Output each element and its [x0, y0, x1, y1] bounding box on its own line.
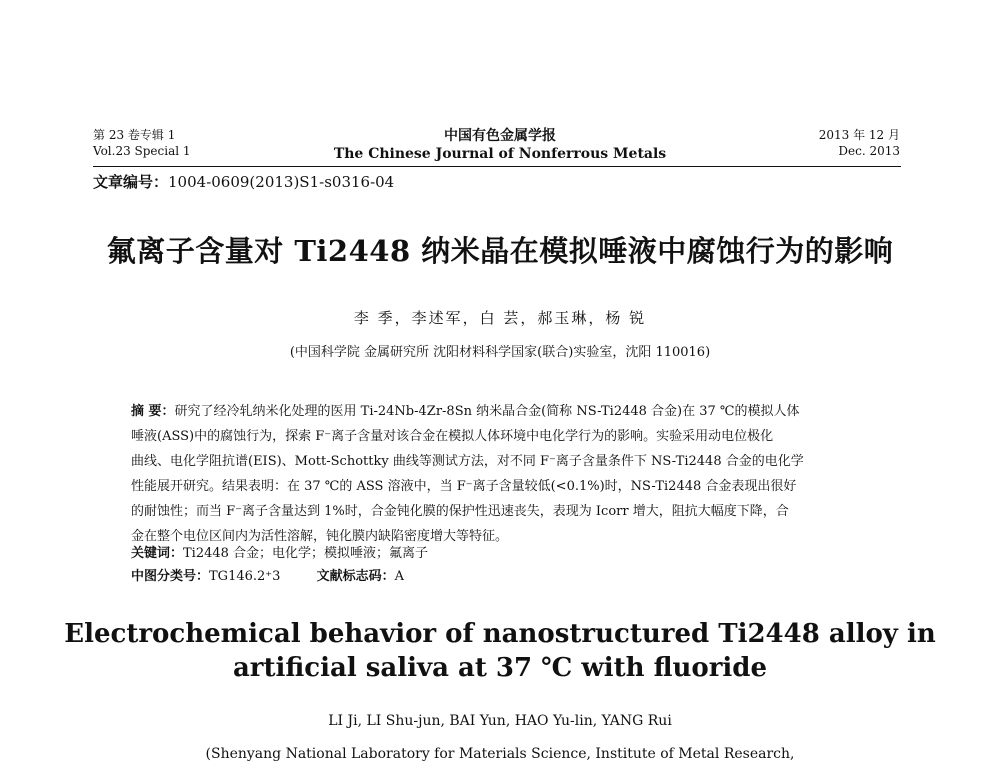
header-date-en: Dec. 2013: [838, 144, 900, 158]
abstract-zh: [131, 399, 865, 549]
header-date-zh: 2013 年 12 月: [818, 128, 900, 142]
article-id: [93, 172, 394, 192]
abstract-line: 金在整个电位区间内为活性溶解，钝化膜内缺陷密度增大等特征。: [131, 529, 509, 544]
clc-label: 中图分类号：: [131, 569, 210, 584]
doc-code-value: A: [394, 569, 404, 584]
header-journal-zh: 中国有色金属学报: [444, 128, 556, 144]
article-id-value: 1004-0609(2013)S1-s0316-04: [168, 173, 395, 191]
keywords: [131, 543, 428, 565]
classification: [131, 566, 404, 588]
affiliation-zh: (中国科学院 金属研究所 沈阳材料科学国家(联合)实验室，沈阳 110016): [289, 345, 711, 360]
title-en-line2: artificial saliva at 37 ℃ with fluoride: [232, 653, 768, 683]
authors-zh: 李 季，李述军，白 芸，郝玉琳，杨 锐: [353, 309, 647, 327]
title-en: [0, 617, 1000, 685]
article-id-label: 文章编号：: [93, 173, 169, 191]
abstract-label: 摘 要：: [131, 404, 175, 419]
keywords-value: Ti2448 合金；电化学；模拟唾液；氟离子: [183, 546, 429, 561]
abstract-line: 摘 要：研究了经冷轧纳米化处理的医用 Ti-24Nb-4Zr-8Sn 纳米晶合金(简称 NS-Ti2448 合金)在 37 ℃的模拟人体: [131, 404, 800, 419]
authors-en: LI Ji, LI Shu-jun, BAI Yun, HAO Yu-lin, YANG Rui: [328, 713, 672, 729]
header-journal-en: The Chinese Journal of Nonferrous Metals: [333, 146, 667, 162]
abstract-line: 的耐蚀性；而当 F⁻离子含量达到 1%时，合金钝化膜的保护性迅速丧失，表现为 Icorr 增大，阻抗大幅度下降，合: [131, 504, 789, 519]
keywords-label: 关键词：: [131, 546, 184, 561]
doc-code-label: 文献标志码：: [316, 569, 395, 584]
header-date: [819, 127, 900, 159]
doc-code: [317, 566, 404, 588]
header-volume-zh: 第 23 卷专辑 1: [93, 128, 176, 142]
affiliation-en: (Shenyang National Laboratory for Materials Science, Institute of Metal Research,: [205, 746, 795, 762]
title-en-line1: Electrochemical behavior of nanostructured Ti2448 alloy in: [64, 619, 936, 649]
abstract-line: 曲线、电化学阻抗谱(EIS)、Mott-Schottky 曲线等测试方法，对不同 F⁻离子含量条件下 NS-Ti2448 合金的电化学: [131, 454, 804, 469]
abstract-line: 性能展开研究。结果表明：在 37 ℃的 ASS 溶液中，当 F⁻离子含量较低(<0.1%)时，NS-Ti2448 合金表现出很好: [131, 479, 797, 494]
clc-value: TG146.2⁺3: [209, 569, 281, 584]
title-zh: 氟离子含量对 Ti2448 纳米晶在模拟唾液中腐蚀行为的影响: [106, 234, 894, 268]
abstract-line: 唾液(ASS)中的腐蚀行为，探索 F⁻离子含量对该合金在模拟人体环境中电化学行为的影响。实验采用动电位极化: [131, 429, 774, 444]
header-volume-en: Vol.23 Special 1: [93, 144, 191, 158]
header-rule: [93, 166, 901, 167]
